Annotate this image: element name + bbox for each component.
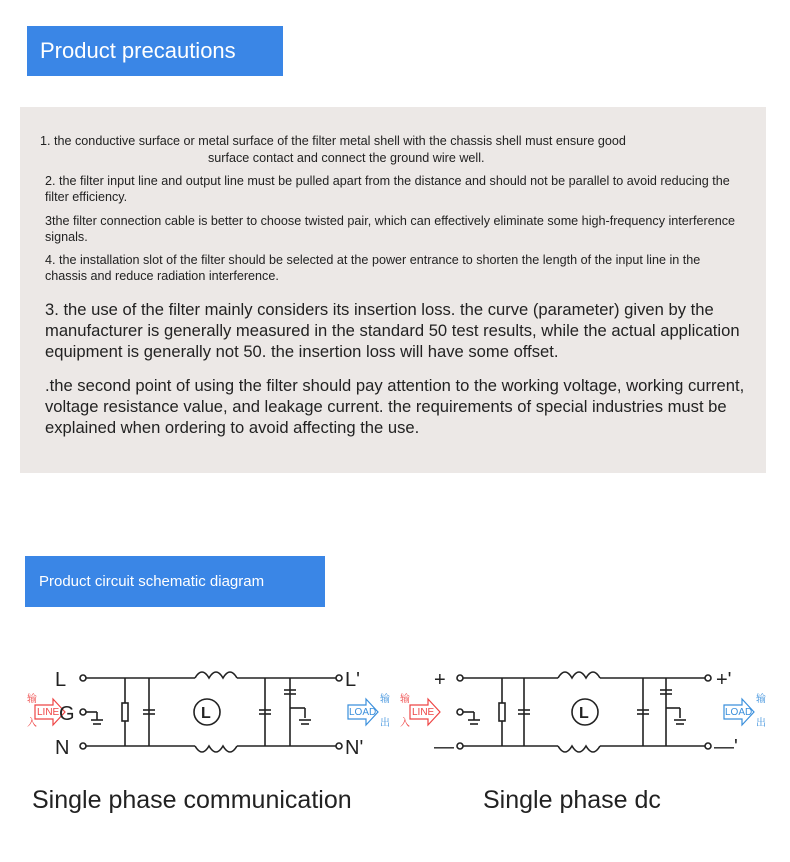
precaution-insertion-loss: 3. the use of the filter mainly considers its insertion loss. the curve (parameter) given by the manufacturer is generally measured in the standard 50 test results, while the actual application equipment is generally not 50. the insertion loss will have some offset. [45,300,740,362]
precaution-2: 2. the filter input line and output line must be pulled apart from the distance and should not be parallel to avoid reducing the filter efficiency. [45,174,730,204]
precaution-3: 3the filter connection cable is better to choose twisted pair, which can effectively eliminate some high-frequency interference signals. [45,214,735,244]
ac-center-symbol: L [201,705,211,722]
dc-input-cn-1: 输 [400,694,410,705]
precautions-panel [20,107,766,473]
dc-load-tag: LOAD [725,707,753,718]
dc-caption: Single phase dc [483,786,661,814]
ac-terminal-g: G [59,703,75,725]
dc-schematic [398,658,773,768]
dc-terminal-minus: — [434,736,454,758]
dc-input-cn-2: 入 [400,718,410,729]
ac-input-cn-1: 输 [27,694,37,705]
precautions-heading [27,26,283,76]
ac-input-cn-2: 入 [27,718,37,729]
precautions-heading-label: Product precautions [40,38,236,63]
ac-terminal-l-out: L' [345,669,360,691]
schematic-heading-label: Product circuit schematic diagram [39,573,265,590]
dc-terminal-plus: + [434,669,446,691]
ac-load-tag: LOAD [349,707,377,718]
dc-terminal-plus-out: +' [716,669,732,691]
dc-output-cn-1: 输 [756,694,766,705]
ac-output-cn-1: 输 [380,694,390,705]
precaution-4: 4. the installation slot of the filter should be selected at the power entrance to shorten the length of the input line in the chassis and reduce radiation interference. [45,253,701,283]
ac-line-tag: LINE [37,707,60,718]
precaution-1-line-2: surface contact and connect the ground wire well. [208,151,485,165]
ac-output-cn-2: 出 [380,718,390,729]
schematic-heading [25,556,325,607]
precaution-working-voltage: .the second point of using the filter should pay attention to the working voltage, working current, voltage resistance value, and leakage current. the requirements of special industries must be explained when ordering to avoid affecting the use. [45,376,745,438]
precaution-1-line-1: 1. the conductive surface or metal surface of the filter metal shell with the chassis shell must ensure good [40,134,626,148]
ac-terminal-n-out: N' [345,737,364,759]
ac-terminal-l: L [55,669,67,691]
dc-line-tag: LINE [412,707,435,718]
ac-terminal-n: N [55,737,70,759]
dc-center-symbol: L [579,705,589,722]
dc-terminal-minus-out: —' [714,736,738,758]
ac-caption: Single phase communication [32,786,352,814]
ac-schematic [25,658,415,768]
dc-output-cn-2: 出 [756,718,766,729]
